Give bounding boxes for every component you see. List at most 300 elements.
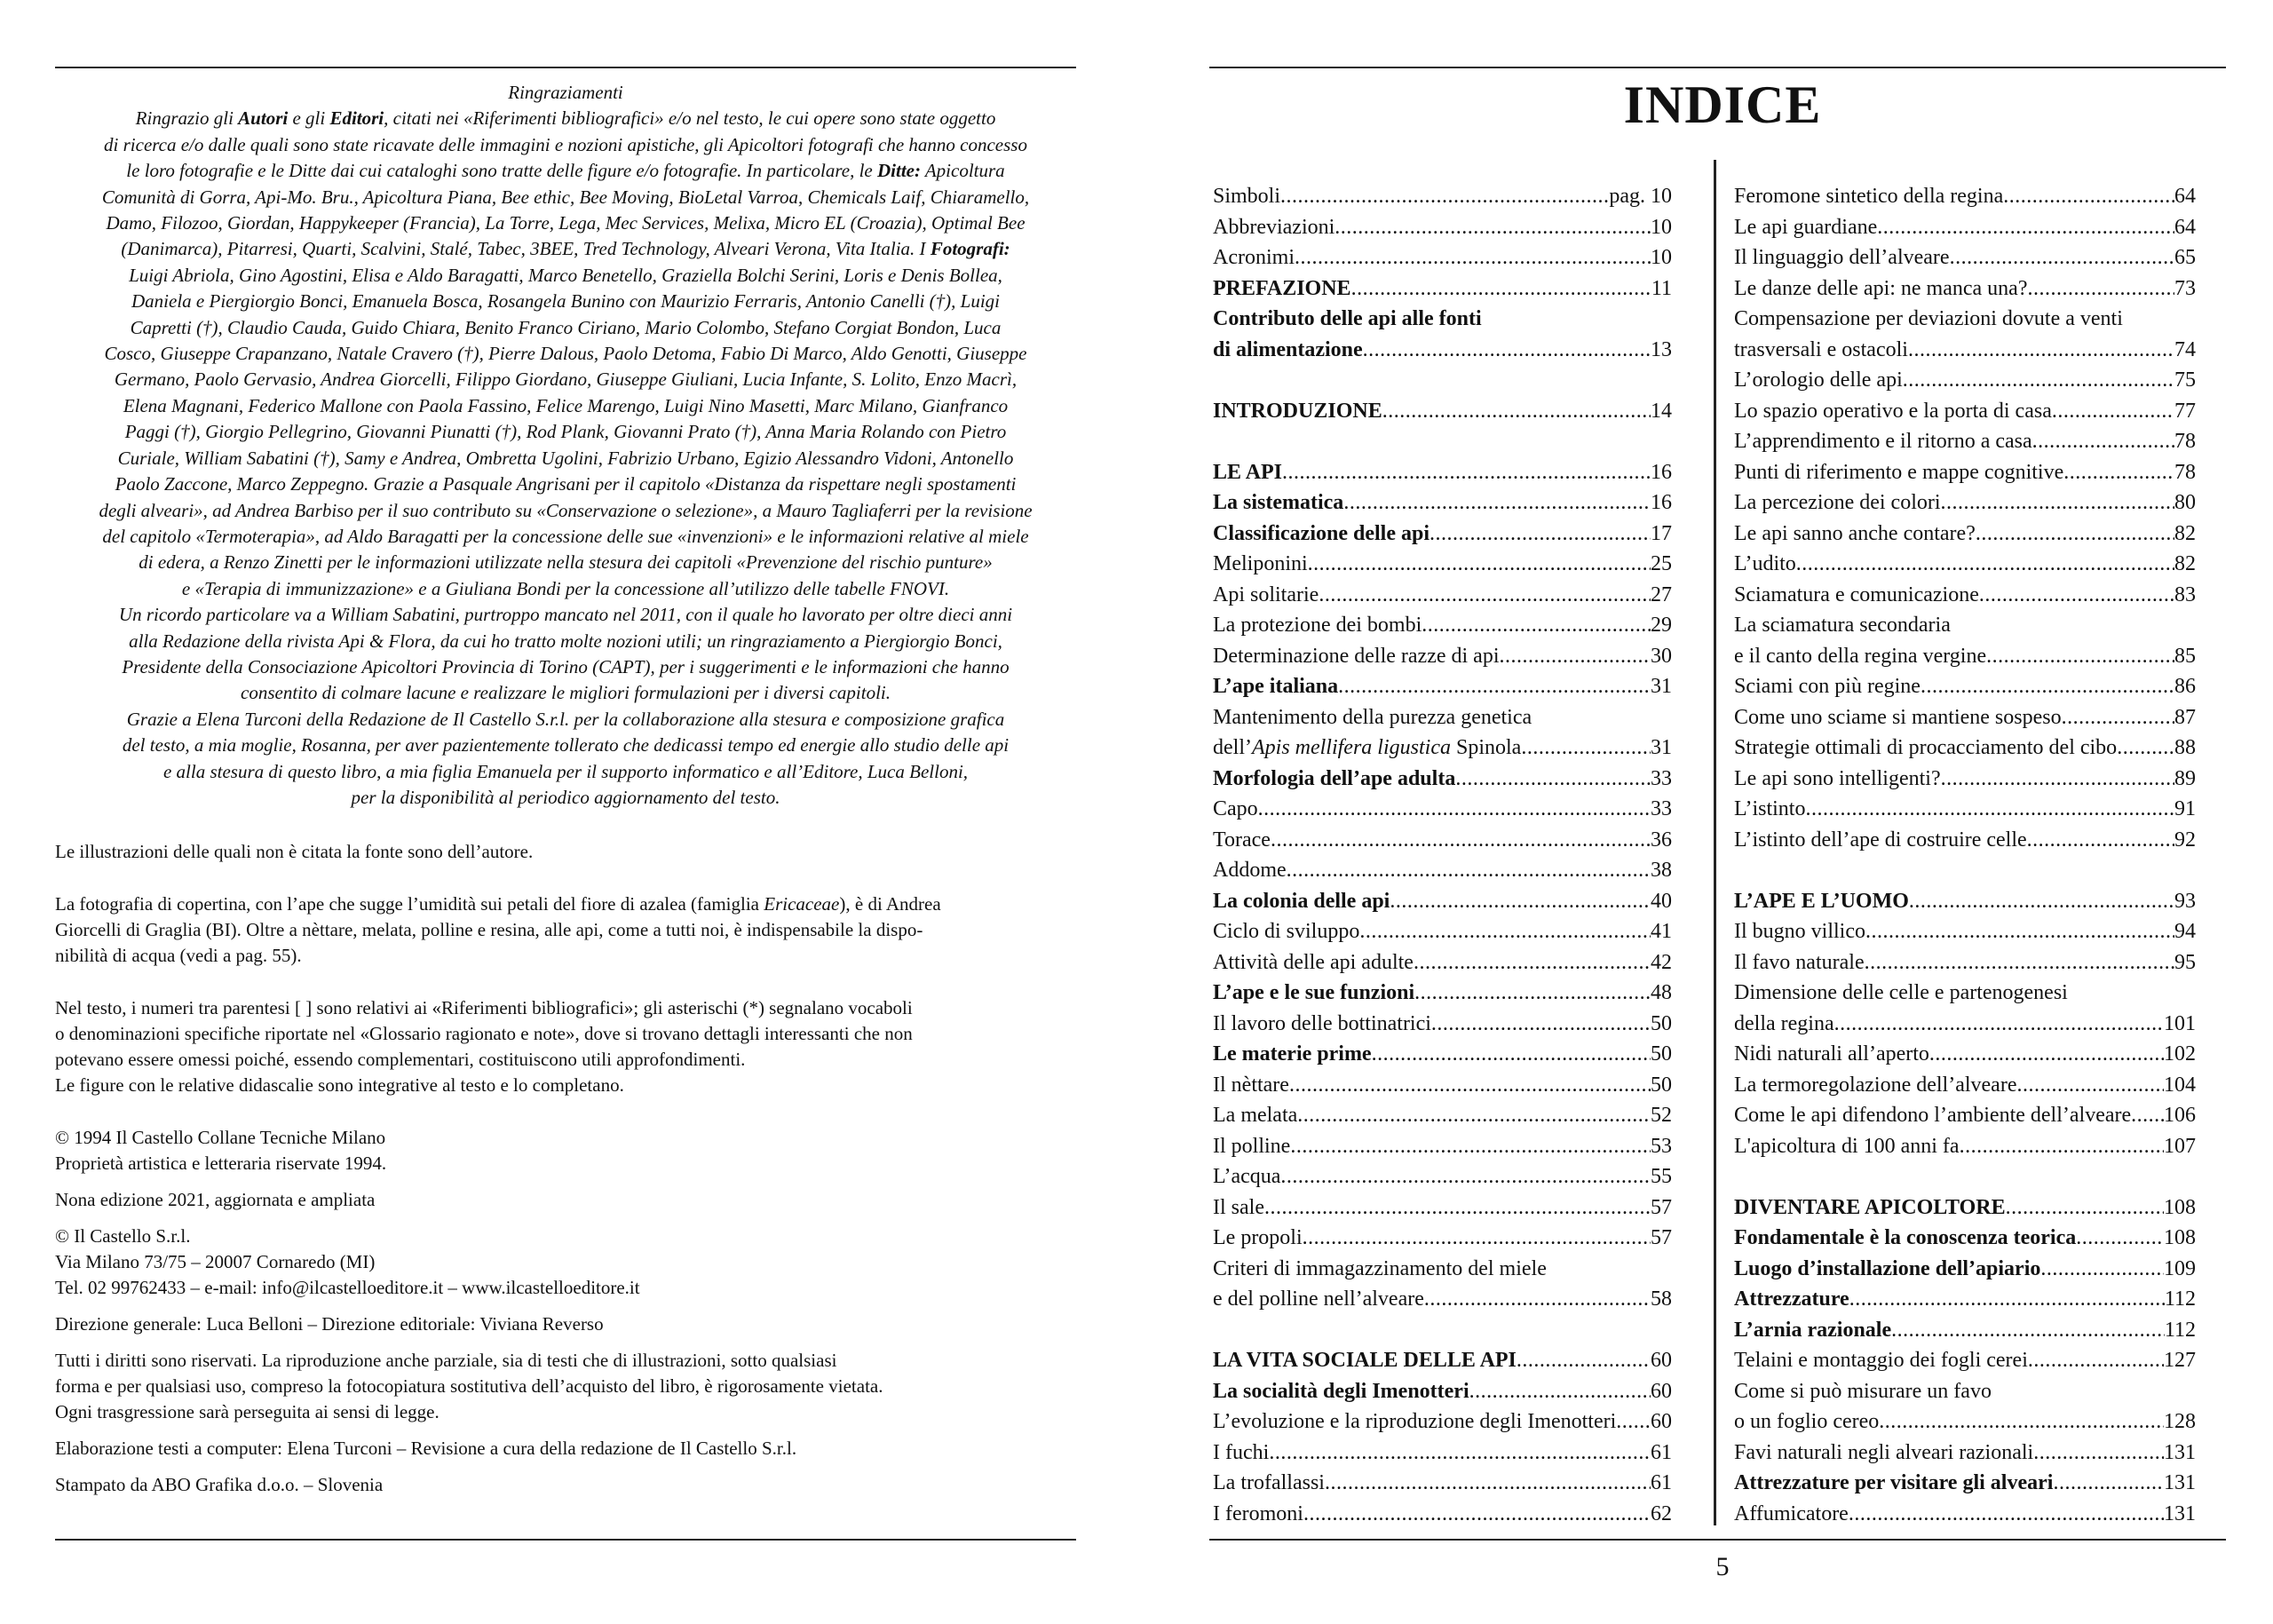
- dot-leader: [1430, 519, 1651, 550]
- index-entry-page: 31: [1651, 675, 1672, 698]
- index-entry: [1213, 181, 1672, 212]
- index-entry: [1213, 733, 1672, 764]
- index-entry-page: 77: [2174, 399, 2196, 423]
- index-entry-page: 50: [1651, 1042, 1672, 1066]
- index-entry-title: L’arnia razionale: [1734, 1318, 1892, 1342]
- index-entry-page: 78: [2174, 460, 2196, 484]
- index-entry: [1213, 1039, 1672, 1070]
- index-entry-page: 106: [2164, 1104, 2196, 1127]
- dot-leader: [1390, 886, 1651, 917]
- index-entry: [1213, 610, 1672, 641]
- index-entry: [1213, 1468, 1672, 1499]
- dot-leader: [2131, 1100, 2164, 1131]
- index-entry-title: Strategie ottimali di procacciamento del cibo: [1734, 736, 2118, 759]
- index-entry-title: Fondamentale è la conoscenza teorica: [1734, 1226, 2077, 1249]
- index-entry: [1734, 1345, 2196, 1376]
- index-entry-page: 33: [1651, 766, 1672, 790]
- index-entry-title: Mantenimento della purezza genetica: [1213, 705, 1532, 729]
- index-entry: [1734, 1131, 2196, 1162]
- index-entry-title: Meliponini: [1213, 552, 1308, 575]
- index-entry: [1734, 1406, 2196, 1438]
- acknowledgement-line: Paolo Zaccone, Marco Zeppegno. Grazie a Pasquale Angrisani per il capitolo «Distanza da rispettare negli spostamenti: [115, 473, 1017, 495]
- dot-leader: [1319, 580, 1651, 611]
- dot-leader: [2033, 1438, 2164, 1469]
- index-entry-page: 112: [2164, 1287, 2196, 1311]
- index-entry: [1734, 212, 2196, 243]
- copyright-line: © 1994 Il Castello Collane Tecniche Milano: [55, 1127, 386, 1149]
- index-column-right: [1734, 181, 2196, 1529]
- dot-leader: [1805, 794, 2174, 825]
- index-entry-page: 64: [2174, 185, 2196, 208]
- index-entry-title: Addome: [1213, 859, 1287, 882]
- dot-leader: [2027, 273, 2174, 305]
- index-entry: [1734, 580, 2196, 611]
- index-entry: [1213, 794, 1672, 825]
- index-entry: [1213, 1192, 1672, 1224]
- dot-leader: [1308, 549, 1651, 580]
- index-entry: [1734, 916, 2196, 947]
- index-entry-page: 91: [2174, 797, 2196, 820]
- index-entry-title: L’APE E L’UOMO: [1734, 889, 1909, 913]
- dot-leader: [1469, 1376, 1651, 1407]
- index-entry-title: LE API: [1213, 460, 1283, 484]
- dot-leader: [1976, 519, 2174, 550]
- index-entry-page: 108: [2164, 1195, 2196, 1219]
- dot-leader: [1500, 641, 1651, 672]
- index-title: INDICE: [1623, 75, 1822, 134]
- dot-leader: [1280, 181, 1609, 212]
- dot-leader: [1877, 212, 2174, 243]
- index-entry: [1734, 1438, 2196, 1469]
- index-entry-title: Attrezzature per visitare gli alveari: [1734, 1471, 2054, 1494]
- index-entry-title: Nidi naturali all’aperto: [1734, 1042, 1929, 1066]
- index-entry: [1734, 1499, 2196, 1530]
- index-entry: [1734, 702, 2196, 733]
- index-entry-page: 36: [1651, 828, 1672, 852]
- index-entry-title: Torace: [1213, 828, 1271, 852]
- index-entry-page: 127: [2164, 1349, 2196, 1372]
- dot-leader: [1264, 1192, 1651, 1224]
- right-top-rule: [1209, 67, 2226, 68]
- index-entry-title: Il linguaggio dell’alveare: [1734, 246, 1950, 269]
- index-entry-title: Morfologia dell’ape adulta: [1213, 766, 1456, 790]
- index-entry: [1213, 1499, 1672, 1530]
- dot-leader: [1865, 947, 2174, 978]
- index-entry: [1213, 855, 1672, 886]
- index-entry: [1213, 916, 1672, 947]
- dot-leader: [1849, 1499, 2164, 1530]
- index-entry-title: Luogo d’installazione dell’apiario: [1734, 1256, 2041, 1280]
- index-entry-page: 60: [1651, 1379, 1672, 1403]
- index-entry-page: 38: [1651, 859, 1672, 882]
- index-entry: [1213, 1100, 1672, 1131]
- index-entry-title: Le api sono intelligenti?: [1734, 766, 1941, 790]
- dot-leader: [1908, 335, 2174, 366]
- index-entry: [1213, 304, 1672, 335]
- index-entry: [1734, 978, 2196, 1009]
- index-entry: [1213, 580, 1672, 611]
- index-entry: [1213, 549, 1672, 580]
- elaboration: Elaborazione testi a computer: Elena Turconi – Revisione a cura della redazione de Il Castello S.r.l.: [55, 1438, 797, 1460]
- acknowledgement-line: Grazie a Elena Turconi della Redazione de Il Castello S.r.l. per la collaborazione alla stesura e composizione grafica: [126, 708, 1005, 730]
- dot-leader: [1960, 1131, 2164, 1162]
- index-entry-page: 108: [2164, 1226, 2196, 1249]
- dot-leader: [1363, 335, 1651, 366]
- dot-leader: [1282, 457, 1651, 488]
- publisher-line: © Il Castello S.r.l.: [55, 1225, 191, 1248]
- text-note-line: potevano essere omessi poiché, essendo complementari, costituiscono utili approfondimenti.: [55, 1049, 746, 1071]
- dot-leader: [1979, 580, 2174, 611]
- index-entry-title: L’orologio delle api: [1734, 368, 1903, 392]
- index-entry-title: La socialità degli Imenotteri: [1213, 1379, 1469, 1403]
- index-entry-page: 50: [1651, 1073, 1672, 1097]
- index-entry-page: 60: [1651, 1349, 1672, 1372]
- index-entry: [1734, 549, 2196, 580]
- index-entry-title: Le api guardiane: [1734, 215, 1878, 239]
- index-entry-page: 14: [1651, 399, 1672, 423]
- dot-leader: [1271, 825, 1651, 856]
- index-entry: [1213, 273, 1672, 305]
- index-entry-title: DIVENTARE APICOLTORE: [1734, 1195, 2006, 1219]
- index-entry: [1734, 273, 2196, 305]
- dot-leader: [1950, 242, 2174, 273]
- index-entry-page: 88: [2174, 736, 2196, 759]
- index-entry-page: 75: [2174, 368, 2196, 392]
- acknowledgement-line: Un ricordo particolare va a William Sabatini, purtroppo mancato nel 2011, con il quale ho lavorato per oltre dieci anni: [118, 604, 1013, 626]
- index-entry-title: e del polline nell’alveare: [1213, 1287, 1424, 1311]
- dot-leader: [1334, 212, 1651, 243]
- dot-leader: [1372, 1039, 1651, 1070]
- index-entry-title: Telaini e montaggio dei fogli cerei: [1734, 1349, 2028, 1372]
- acknowledgement-line: (Danimarca), Pitarresi, Quarti, Scalvini, Stalé, Tabec, 3BEE, Tred Technology, Alveari Verona, Vita Italia. I Fotografi:: [121, 238, 1010, 260]
- index-entry-page: 57: [1651, 1226, 1672, 1249]
- dot-leader: [1929, 1039, 2164, 1070]
- index-entry-title: INTRODUZIONE: [1213, 399, 1382, 423]
- index-entry-title: L’acqua: [1213, 1165, 1281, 1188]
- index-entry-page: 30: [1651, 644, 1672, 668]
- index-entry-page: pag. 10: [1609, 185, 1672, 208]
- index-entry-title: Simboli: [1213, 185, 1281, 208]
- index-entry-page: 78: [2174, 430, 2196, 453]
- index-entry: [1734, 764, 2196, 795]
- index-entry-title: Ciclo di sviluppo: [1213, 920, 1360, 943]
- dot-leader: [1382, 396, 1651, 427]
- index-entry-title: La trofallassi: [1213, 1471, 1325, 1494]
- acknowledgement-line: Paggi (†), Giorgio Pellegrino, Giovanni Piunatti (†), Rod Plank, Giovanni Prato (†), Anna Maria Rolando con Pietro: [124, 421, 1007, 443]
- index-entry-page: 50: [1651, 1011, 1672, 1035]
- cover-note: [55, 891, 1076, 969]
- dot-leader: [1903, 365, 2174, 396]
- index-entry: [1213, 1345, 1672, 1376]
- index-entry-page: 82: [2174, 521, 2196, 545]
- dot-leader: [1258, 794, 1651, 825]
- index-entry: [1213, 1223, 1672, 1254]
- index-entry-page: 94: [2174, 920, 2196, 943]
- index-entry-page: 65: [2174, 246, 2196, 269]
- acknowledgement-line: per la disponibilità al periodico aggiornamento del testo.: [351, 786, 780, 808]
- index-spacer: [1213, 426, 1672, 457]
- dot-leader: [2053, 1468, 2164, 1499]
- index-entry-title: Dimensione delle celle e partenogenesi: [1734, 981, 2068, 1004]
- index-entry: [1213, 212, 1672, 243]
- acknowledgement-line: Ringrazio gli Autori e gli Editori, citati nei «Riferimenti bibliografici» e/o nel testo, le cui opere sono state oggetto: [135, 107, 996, 130]
- acknowledgements: [55, 80, 1076, 811]
- dot-leader: [1303, 1223, 1651, 1254]
- index-entry-title: PREFAZIONE: [1213, 276, 1351, 300]
- index-entry-page: 57: [1651, 1195, 1672, 1219]
- index-entry: [1734, 487, 2196, 519]
- index-entry: [1734, 1376, 2196, 1407]
- index-entry-title: Contributo delle api alle fonti: [1213, 307, 1482, 330]
- index-entry: [1213, 1438, 1672, 1469]
- index-entry: [1734, 396, 2196, 427]
- index-entry-page: 74: [2174, 337, 2196, 361]
- index-entry: [1734, 1223, 2196, 1254]
- index-entry-title: della regina: [1734, 1011, 1834, 1035]
- index-entry: [1213, 457, 1672, 488]
- acknowledgement-line: degli alveari», ad Andrea Barbiso per il suo contributo su «Conservazione o selezione», a Mauro Tagliaferri per la revisione: [99, 499, 1033, 521]
- dot-leader: [1879, 1406, 2164, 1438]
- index-entry-title: Api solitarie: [1213, 582, 1319, 606]
- index-entry-page: 29: [1651, 614, 1672, 637]
- acknowledgement-line: del capitolo «Termoterapia», ad Aldo Baragatti per la concessione delle sue «invenzioni» e le informazioni relative al miele: [102, 525, 1029, 547]
- index-entry-title: L'apicoltura di 100 anni fa: [1734, 1134, 1960, 1158]
- dot-leader: [1303, 1499, 1651, 1530]
- dot-leader: [1359, 916, 1651, 947]
- publisher-info: [55, 1224, 1076, 1301]
- index-entry: [1213, 242, 1672, 273]
- dot-leader: [1834, 1009, 2164, 1040]
- index-entry: [1734, 947, 2196, 978]
- index-entry-page: 10: [1651, 246, 1672, 269]
- dot-leader: [1414, 978, 1651, 1009]
- index-entry-page: 131: [2164, 1501, 2196, 1525]
- index-entry: [1213, 825, 1672, 856]
- index-entry: [1734, 1039, 2196, 1070]
- dot-leader: [2076, 1223, 2164, 1254]
- dot-leader: [1616, 1406, 1651, 1438]
- index-entry-page: 83: [2174, 582, 2196, 606]
- index-entry: [1734, 1254, 2196, 1285]
- edition: Nona edizione 2021, aggiornata e ampliata: [55, 1189, 376, 1211]
- index-entry-title: Il sale: [1213, 1195, 1264, 1219]
- dot-leader: [1865, 916, 2174, 947]
- dot-leader: [1431, 1009, 1651, 1040]
- index-entry: [1213, 1254, 1672, 1285]
- index-entry: [1734, 1070, 2196, 1101]
- index-entry: [1734, 1284, 2196, 1315]
- right-bottom-rule: [1209, 1539, 2226, 1541]
- index-entry: [1213, 1376, 1672, 1407]
- index-entry-title: L’ape italiana: [1213, 675, 1339, 698]
- dot-leader: [1796, 549, 2174, 580]
- acknowledgement-line: e «Terapia di immunizzazione» e a Giuliana Bondi per la concessione all’utilizzo delle tabelle FNOVI.: [181, 577, 950, 599]
- index-entry-title: La sciamatura secondaria: [1734, 614, 1951, 637]
- dot-leader: [1287, 855, 1651, 886]
- dot-leader: [1517, 1345, 1651, 1376]
- acknowledgement-line: di edera, a Renzo Zinetti per le informazioni utilizzate nella stesura dei capitoli «Prevenzione del rischio punture»: [139, 551, 993, 574]
- page-number: 5: [1715, 1552, 1730, 1581]
- index-entry-page: 131: [2164, 1471, 2196, 1494]
- index-entry: [1734, 641, 2196, 672]
- index-entry: [1734, 1009, 2196, 1040]
- index-entry: [1734, 794, 2196, 825]
- acknowledgement-line: Luigi Abriola, Gino Agostini, Elisa e Aldo Baragatti, Marco Benetello, Graziella Bolchi Serini, Loris e Denis Bollea,: [129, 264, 1002, 286]
- index-entry-page: 55: [1651, 1165, 1672, 1188]
- dot-leader: [1422, 610, 1651, 641]
- index-entry-page: 53: [1651, 1134, 1672, 1158]
- index-entry: [1213, 1009, 1672, 1040]
- index-entry-title: Criteri di immagazzinamento del miele: [1213, 1256, 1547, 1280]
- index-entry: [1213, 764, 1672, 795]
- index-entry: [1734, 1100, 2196, 1131]
- index-entry-page: 95: [2174, 950, 2196, 974]
- index-entry-title: Il bugno villico: [1734, 920, 1865, 943]
- index-entry-title: Lo spazio operativo e la porta di casa: [1734, 399, 2052, 423]
- index-entry-page: 86: [2174, 675, 2196, 698]
- index-entry-page: 131: [2164, 1440, 2196, 1464]
- index-entry: [1734, 1468, 2196, 1499]
- index-entry-title: Come si può misurare un favo: [1734, 1379, 1992, 1403]
- dot-leader: [1343, 487, 1651, 519]
- dot-leader: [2028, 1345, 2164, 1376]
- index-entry-page: 61: [1651, 1440, 1672, 1464]
- index-entry-title: La sistematica: [1213, 491, 1344, 514]
- index-entry-title: Come le api difendono l’ambiente dell’alveare: [1734, 1104, 2132, 1127]
- index-entry-title: Sciamatura e comunicazione: [1734, 582, 1979, 606]
- index-entry-title: Classificazione delle api: [1213, 521, 1430, 545]
- bold-text: Autori: [238, 107, 289, 130]
- rights-line: forma e per qualsiasi uso, compreso la fotocopiatura sostitutiva dell’acquisto del libro, è rigorosamente vietata.: [55, 1375, 883, 1398]
- index-entry-title: di alimentazione: [1213, 337, 1363, 361]
- dot-leader: [1521, 733, 1651, 764]
- index-spacer: [1213, 1315, 1672, 1346]
- rights-line: Ogni trasgressione sarà perseguita ai sensi di legge.: [55, 1401, 440, 1423]
- index-entry-title: Il nèttare: [1213, 1073, 1289, 1097]
- index-entry: [1213, 702, 1672, 733]
- index-entry: [1734, 426, 2196, 457]
- index-entry-page: 104: [2164, 1073, 2196, 1097]
- index-entry-page: 41: [1651, 920, 1672, 943]
- left-bottom-rule: [55, 1539, 1076, 1541]
- acknowledgement-line: Curiale, William Sabatini (†), Samy e Andrea, Ombretta Ugolini, Fabrizio Urbano, Egizio Alessandro Vidoni, Antonello: [117, 447, 1014, 469]
- acknowledgement-line: Presidente della Consociazione Apicoltori Provincia di Torino (CAPT), per i suggerimenti e le informazioni che hanno: [122, 655, 1010, 677]
- dot-leader: [1290, 1131, 1651, 1162]
- dot-leader: [2027, 825, 2174, 856]
- index-entry-page: 48: [1651, 981, 1672, 1004]
- index-entry: [1734, 1315, 2196, 1346]
- index-entry: [1213, 1284, 1672, 1315]
- index-entry-title: Affumicatore: [1734, 1501, 1849, 1525]
- dot-leader: [1941, 764, 2174, 795]
- dot-leader: [2117, 733, 2174, 764]
- index-entry-title: L’istinto: [1734, 797, 1806, 820]
- acknowledgement-line: Germano, Paolo Gervasio, Andrea Giorcelli, Filippo Giordano, Giuseppe Giuliani, Lucia Infante, S. Lolito, Enzo Macrì,: [114, 368, 1018, 391]
- index-entry: [1734, 335, 2196, 366]
- acknowledgement-line: le loro fotografie e le Ditte dai cui cataloghi sono tratte delle figure e/o fotografie. In particolare, le Ditte: Apicoltura: [126, 160, 1005, 182]
- index-entry-page: 109: [2164, 1256, 2196, 1280]
- index-entry-title: Il polline: [1213, 1134, 1291, 1158]
- index-entry-page: 102: [2164, 1042, 2196, 1066]
- acknowledgements-body: [55, 106, 1076, 811]
- dot-leader: [1269, 1438, 1651, 1469]
- text-note-line: o denominazioni specifiche riportate nel «Glossario ragionato e note», dove si trovano dettagli interessanti che non: [55, 1023, 913, 1045]
- index-spacer: [1213, 365, 1672, 396]
- acknowledgement-line: di ricerca e/o dalle quali sono state ricavate delle immagini e nozioni apistiche, gli Apicoltori fotografi che hanno concesso: [104, 133, 1027, 155]
- index-entry-title: Le danze delle api: ne manca una?: [1734, 276, 2028, 300]
- index-entry-title: L’ape e le sue funzioni: [1213, 981, 1415, 1004]
- acknowledgement-line: del testo, a mia moglie, Rosanna, per aver pazientemente tollerato che dedicassi tempo ed energie allo studio delle api: [122, 734, 1010, 757]
- index-entry-page: 16: [1651, 491, 1672, 514]
- acknowledgement-line: e alla stesura di questo libro, a mia figlia Emanuela per il supporto informatico e all’Editore, Luca Belloni,: [162, 760, 969, 782]
- index-entry-page: 11: [1651, 276, 1672, 300]
- index-entry-page: 89: [2174, 766, 2196, 790]
- index-entry-title: Le materie prime: [1213, 1042, 1372, 1066]
- dot-leader: [1325, 1468, 1651, 1499]
- italic-text: Apis mellifera ligustica: [1251, 736, 1451, 759]
- dot-leader: [1455, 764, 1651, 795]
- index-entry: [1734, 733, 2196, 764]
- index-entry: [1213, 1406, 1672, 1438]
- index-entry-title: La colonia delle api: [1213, 889, 1390, 913]
- index-entry: [1734, 610, 2196, 641]
- text-note: [55, 995, 1076, 1098]
- index-entry: [1213, 978, 1672, 1009]
- index-entry-title: La termoregolazione dell’alveare: [1734, 1073, 2017, 1097]
- acknowledgement-line: consentito di colmare lacune e realizzare le migliori formulazioni per i diversi capitoli.: [241, 682, 891, 704]
- index-entry: [1734, 519, 2196, 550]
- index-entry-title: Favi naturali negli alveari razionali: [1734, 1440, 2034, 1464]
- dot-leader: [1921, 671, 2174, 702]
- index-entry-title: La percezione dei colori: [1734, 491, 1941, 514]
- index-entry-page: 17: [1651, 521, 1672, 545]
- index-entry: [1734, 181, 2196, 212]
- index-entry-page: 112: [2164, 1318, 2196, 1342]
- index-entry: [1213, 641, 1672, 672]
- column-divider: [1714, 160, 1716, 1525]
- index-entry: [1734, 365, 2196, 396]
- index-entry-title: Il lavoro delle bottinatrici: [1213, 1011, 1431, 1035]
- index-entry-page: 64: [2174, 215, 2196, 239]
- bold-text: Fotografi:: [930, 238, 1010, 260]
- index-entry: [1213, 335, 1672, 366]
- index-entry-page: 61: [1651, 1471, 1672, 1494]
- index-entry-page: 85: [2174, 644, 2196, 668]
- dot-leader: [1414, 947, 1651, 978]
- index-entry-title: I feromoni: [1213, 1501, 1303, 1525]
- index-entry: [1734, 671, 2196, 702]
- index-entry-title: Abbreviazioni: [1213, 215, 1335, 239]
- dot-leader: [1986, 641, 2174, 672]
- dot-leader: [1338, 671, 1651, 702]
- printed-by: Stampato da ABO Grafika d.o.o. – Slovenia: [55, 1474, 384, 1496]
- dot-leader: [1351, 273, 1651, 305]
- acknowledgement-line: Comunità di Gorra, Api-Mo. Bru., Apicoltura Piana, Bee ethic, Bee Moving, BioLetal Varroa, Chemicals Laif, Chiaramello,: [101, 186, 1030, 208]
- index-entry: [1734, 886, 2196, 917]
- rights-notice: [55, 1348, 1076, 1425]
- text-note-line: Le figure con le relative didascalie sono integrative al testo e lo completano.: [55, 1074, 624, 1097]
- index-entry: [1213, 671, 1672, 702]
- index-entry-title: Capo: [1213, 797, 1258, 820]
- index-entry-page: 107: [2164, 1134, 2196, 1158]
- index-spacer: [1734, 1161, 2196, 1192]
- index-entry-page: 27: [1651, 582, 1672, 606]
- index-entry-title: Come uno sciame si mantiene sospeso: [1734, 705, 2062, 729]
- dot-leader: [1941, 487, 2174, 519]
- acknowledgement-line: Damo, Filozoo, Giordan, Happykeeper (Francia), La Torre, Lega, Mec Services, Melixa, Micro EL (Croazia), Optimal Bee: [106, 212, 1026, 234]
- index-entry: [1213, 519, 1672, 550]
- text-note-line: Nel testo, i numeri tra parentesi [ ] sono relativi ai «Riferimenti bibliografici»; gli asterischi (*) segnalano vocaboli: [55, 997, 913, 1019]
